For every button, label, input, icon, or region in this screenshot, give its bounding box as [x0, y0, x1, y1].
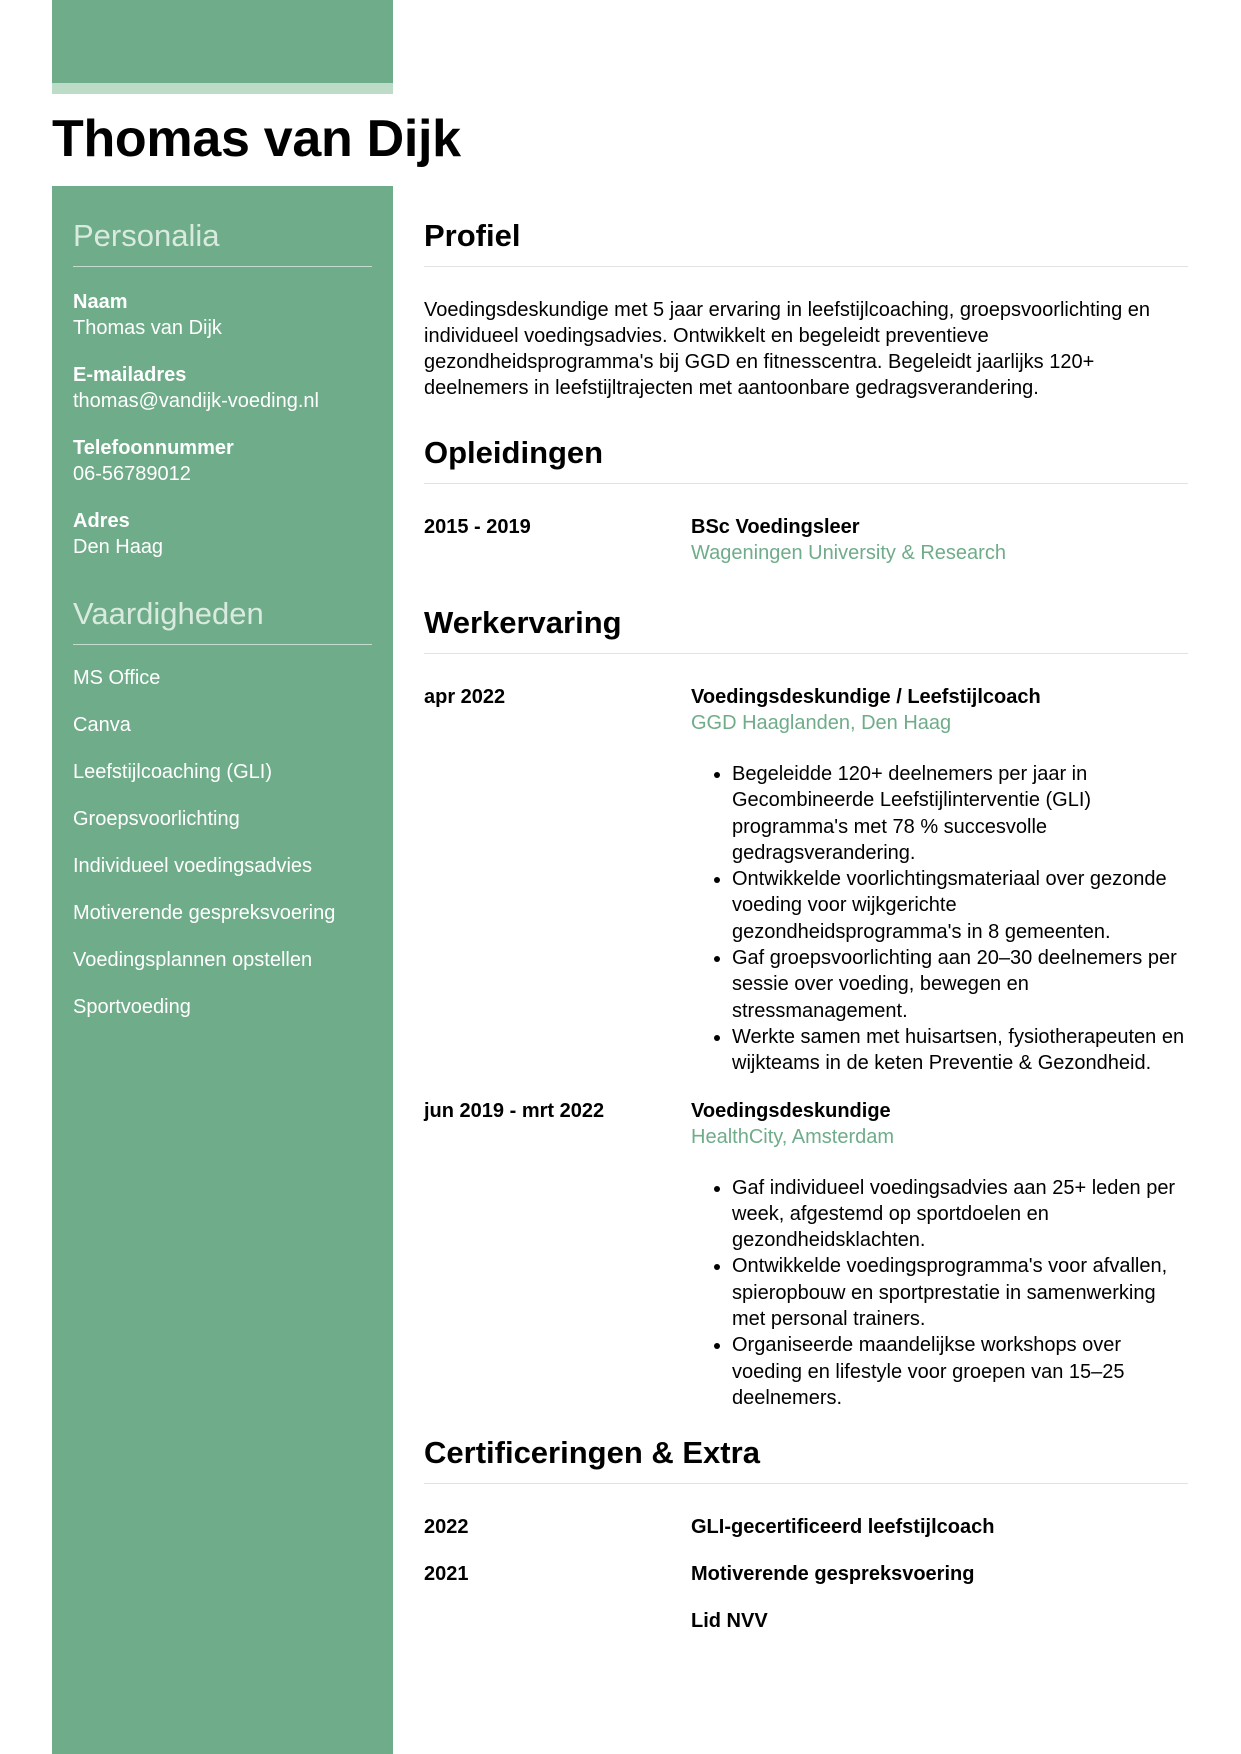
skill-item: Canva — [73, 714, 131, 736]
certification-entry — [424, 1514, 1188, 1540]
work-entry — [424, 1098, 1188, 1412]
job-title: Voedingsdeskundige — [691, 1099, 891, 1122]
school-name: Wageningen University & Research — [691, 542, 1006, 564]
certification-name: Motiverende gespreksvoering — [691, 1563, 975, 1586]
skill-item: Sportvoeding — [73, 996, 191, 1018]
header-accent-stripe — [52, 83, 393, 94]
entry-date: 2015 - 2019 — [424, 516, 531, 538]
skill-item: MS Office — [73, 667, 161, 689]
personal-item-name — [73, 289, 372, 342]
entry-date: 2022 — [424, 1516, 469, 1539]
candidate-name: Thomas van Dijk — [52, 110, 461, 168]
profile-title: Profiel — [424, 216, 1188, 267]
skill-item: Voedingsplannen opstellen — [73, 949, 313, 971]
job-bullets — [691, 1175, 1188, 1412]
skills-list — [73, 665, 372, 1021]
certifications-section — [424, 1433, 1188, 1634]
personal-heading: Personalia — [73, 216, 372, 267]
work-entry — [424, 684, 1188, 1077]
personal-value: thomas@vandijk-voeding.nl — [73, 390, 319, 412]
header-color-block — [52, 0, 393, 83]
entry-date: 2021 — [424, 1563, 469, 1586]
skill-item: Motiverende gespreksvoering — [73, 902, 336, 924]
entry-date: jun 2019 - mrt 2022 — [424, 1099, 605, 1122]
bullet-item: • Werkte samen met huisartsen, fysiotherapeuten en wijkteams in de keten Preventie & Gezondheid. — [732, 1024, 1188, 1077]
skill-item: Groepsvoorlichting — [73, 808, 240, 830]
personal-label: Telefoonnummer — [73, 437, 234, 459]
education-title: Opleidingen — [424, 433, 1188, 484]
job-title: Voedingsdeskundige / Leefstijlcoach — [691, 686, 1041, 708]
entry-date: apr 2022 — [424, 686, 506, 708]
personal-item-email — [73, 362, 372, 415]
certifications-list — [424, 1514, 1188, 1634]
skill-item: Individueel voedingsadvies — [73, 855, 313, 877]
profile-section — [424, 216, 1188, 401]
bullet-item: • Gaf groepsvoorlichting aan 20–30 deelnemers per sessie over voeding, bewegen en stressmanagement. — [732, 945, 1188, 1024]
personal-item-address — [73, 508, 372, 561]
personal-item-phone — [73, 435, 372, 488]
entry-date — [424, 1608, 691, 1634]
personal-value: Den Haag — [73, 536, 164, 558]
entry-body — [691, 514, 1188, 567]
certification-name: GLI-gecertificeerd leefstijlcoach — [691, 1516, 995, 1539]
certification-entry — [424, 1561, 1188, 1587]
bullet-item: • Begeleidde 120+ deelnemers per jaar in Gecombineerde Leefstijlinterventie (GLI) programma's met 78 % succesvolle gedragsverandering. — [732, 761, 1188, 866]
education-entry — [424, 514, 1188, 567]
skills-heading: Vaardigheden — [73, 594, 372, 645]
personal-value: 06-56789012 — [73, 463, 191, 485]
bullet-item: • Ontwikkelde voedingsprogramma's voor afvallen, spieropbouw en sportprestatie in samenwerking met personal trainers. — [732, 1253, 1188, 1332]
employer-name: GGD Haaglanden, Den Haag — [691, 712, 952, 734]
entry-body — [691, 684, 1188, 1077]
skill-item: Leefstijlcoaching (GLI) — [73, 761, 272, 783]
personal-value: Thomas van Dijk — [73, 317, 222, 339]
employer-name: HealthCity, Amsterdam — [691, 1125, 895, 1148]
certification-entry — [424, 1608, 1188, 1634]
bullet-item: • Ontwikkelde voorlichtingsmateriaal over gezonde voeding voor wijkgerichte gezondheidsprogramma's in 8 gemeenten. — [732, 866, 1188, 945]
profile-text: Voedingsdeskundige met 5 jaar ervaring in leefstijlcoaching, groepsvoorlichting en individueel voedingsadvies. Ontwikkelt en begeleidt preventieve gezondheidsprogramma's bij GGD en fitnesscentra. Begeleidt jaarlijks 120+ deelnemers in leefstijltrajecten met aantoonbare gedragsverandering. — [424, 299, 1150, 399]
certification-name: Lid NVV — [691, 1610, 768, 1633]
main-content — [424, 186, 1188, 1655]
personal-label: Adres — [73, 510, 130, 532]
personal-details — [73, 289, 372, 561]
bullet-item: • Gaf individueel voedingsadvies aan 25+ leden per week, afgestemd op sportdoelen en gezondheidsklachten. — [732, 1175, 1188, 1254]
education-section — [424, 433, 1188, 567]
entry-body — [691, 1098, 1188, 1412]
certifications-title: Certificeringen & Extra — [424, 1433, 1188, 1484]
degree-title: BSc Voedingsleer — [691, 516, 860, 538]
work-title: Werkervaring — [424, 603, 1188, 654]
sidebar — [52, 186, 393, 1754]
job-bullets — [691, 761, 1188, 1077]
bullet-item: • Organiseerde maandelijkse workshops over voeding en lifestyle voor groepen van 15–25 deelnemers. — [732, 1332, 1188, 1411]
personal-label: E-mailadres — [73, 364, 187, 386]
personal-label: Naam — [73, 291, 128, 313]
work-section — [424, 603, 1188, 1411]
